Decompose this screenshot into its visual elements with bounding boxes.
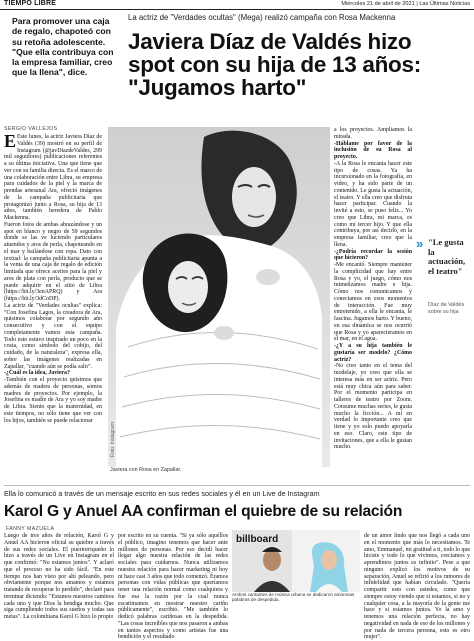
question: -Háblame por favor de la inclusión de su Rosa al proyecto. [334,140,412,160]
headline-line-2: spot con su hija de 13 años: [128,52,421,77]
pull-quote-attribution: Díaz de Valdés sobre su hija [428,302,465,315]
photo-illustration [108,127,330,467]
article2-column-1 [4,533,114,620]
paragraph [4,131,102,222]
headline-line-3: "Jugamos harto" [128,75,307,100]
paragraph: a los proyectos. Ampliamos la mirada. [334,127,412,140]
answer: -Me encantó. Siempre mantener la complicidad que hay entre Rosa y yo, el juego, cómo nos mimetizamos madre e hija. Cómo nos comunicamos y conectamos en esos momentos de interacción. Fue muy entretenido, a ella le encanta, le fascina. Jugamos harto. Y bueno, en esa dinámica se nos ocurrió que Rosa y yo aparecieramos en el mar, en el agua. [334,262,412,343]
chevron-right-icon: » [416,236,424,251]
article1-byline: SERGIO VALLEJOS [4,126,58,132]
main-photo [108,127,330,467]
question: -¿Y a su hija también le gustaría ser modelo? ¿Cómo actriz? [334,343,412,363]
question: -¿Cuál es la idea, Javiera? [4,370,70,377]
article2-kicker: Ella lo comunicó a través de un mensaje escrito en sus redes sociales y él en un Live de Instagram [4,489,320,498]
article2-column-2 [118,533,228,641]
section-divider [4,485,470,486]
paragraph: Fueron fotos de ambas abrazándose y un spot en blanco y negro de 59 segundos donde se las ve luciendo particulares atuendos y aros de perla, chapoteando en el mar y bailándose con ropa. Dato con textual: la campaña publicitaria apunta a la venta de una caja de regalo de edición limitada que ofrece aceites para la piel y aros de plata con perla, producto que se puede adquirir en el sitio de Libra (https://bit.ly/3enAPRQ) y Ara (https://bit.ly/3dCoDP). [4,221,102,302]
date-line: Miércoles 21 de abril de 2021 | Las Últimas Noticias [341,1,470,7]
article1-column-1 [4,131,102,490]
headline-line-1: Javiera Díaz de Valdés hizo [128,29,412,54]
article2-byline: FANNY MAZUELA [6,526,55,532]
answer: -A la Rosa le encanta hacer este tipo de cosas. Ya ha incursionado en la fotografía, en video, y ha sido parte de un contenido. Le gusta la actuación, el teatro. Y ella creo que disfruta hacer participar. Cuando la invité a esto, se puso feliz... Yo creo que Libra, mi marca, es como mi tercer hijo. Y que ella contribuya, por así decirlo, en la empresa familiar, creo que la llena. [334,160,412,248]
article2-photo [232,530,360,592]
photo2-illustration [232,530,360,592]
question: -¿Podría recordar la sesión que hicieron? [334,248,412,262]
answer: -No creo tanto en el tema del modelaje, yo creo que ella se interesa más en ser actriz. Pero está muy chica aún para saber. Por el momento participa en talleres de teatro por Zoom. Consume muchas series, le gusta mucho la ficción... A mí en verdad lo importante creo que tiene y yo solo puedo apoyarla en eso. Claro, este tipo de invitaciones, que a ella le gustan mucho. [334,363,412,451]
photo2-caption: Ambos cantantes de música urbana se dedicaron amorosas palabras de despedida. [232,592,355,603]
article1-headline [128,30,464,99]
section-tag: TIEMPO LIBRE [4,0,57,7]
photo2-overlay-text: billboard [236,534,279,545]
article2-headline: Karol G y Anuel AA confirman el quiebre de su relación [4,503,403,520]
paragraph-text: Este lunes, la actriz Javiera Díaz de Valdés (39) mostró en su perfil de Instagram (@javDiazdeValdes, 299 mil seguidores) publicaciones referentes a su última iniciativa. Una que tiene que ver con su familia directa. Es el marco de una colaboración entre Libra, su empresa para cuidados de la piel y la marca de prendas artesanal Ara, ofreció imágenes de la campaña publicitaria que protagonizó junto a Rosa, su hija de 13 años, también heredera de Pablo Mackenna. [4,134,102,221]
answer: -También con el proyecto quisimos que además de madres de personas, somos madres de proyectos. Por ejemplo, la Josefina es madre de Ara y yo soy madre de Libra. Siento que la maternidad, en este tiempos, no sólo tiene que ver con los hijos, también se puede relacionar [4,377,102,424]
article1-kicker: La actriz de "Verdades ocultas" (Mega) realizó campaña con Rosa Mackenna [128,13,396,22]
article2-column-4 [364,533,470,641]
article1-column-3 [334,127,412,487]
paragraph: Luego de tres años de relación, Karol G y Anuel AA hicieron oficial su quiebre a través de sus redes sociales. El puertorriqueño lo hizo a través de un Live en Instagram en el que confirmó: "No estamos juntos". Y aclaró que el proceso no ha sido fácil. "En este tiempo nos han visto por ahí peleando, pero obviamente porque nos amamos y estamos tratando de recuperar lo perdido", declaró para terminar diciendo: "Estamos nuestros caminos cada uno y que Dios la bendiga mucho. Que siga cumpliendo todos sus sueños y todas sus metas". La colombiana Karol G hizo lo propio [4,533,114,620]
paragraph: La actriz de "Verdades ocultas" explica: "Con Josefina Lagos, la creadora de Ara, quisimos colaborar por segundo año consecutivo y con el equipo completamente vamos esta campaña. Todo esto estuvo inspirado un poco en la costa, como símbolo del cobijo, del cuidado, de la naturaleza", expresa ella, sobre las imágenes realizadas en Zapallar, "cuando aún se podía salir". [4,302,102,370]
dropcap: E [4,131,17,151]
paragraph: por escrito en su cuenta. "Si ya sólo aquéllos el público, imagino tenemos que hacer ante millones de personas. Por eso decidí hacer llegar algo nuestra relación de las redes sociales para cuidarnos. Nunca utilizamos nuestra relación para hacer marketing ni hoy ni hace casi 3 años que todo comenzó. Éramos personas con vidas públicas que queríamos tener una relación normal como cualquiera y fue esa la razón por la cual nunca escatimamos en mostrar nuestro cariño públicamente", escribió. "Me también lo dedicó palabras cariñosas en la despedida. "Las cosas increíbles que nos pasaron a ambas en tantos aspectos y como artistas fue una bendición y el resultado [118,533,228,641]
paragraph: de un amor lindo que nos llegó a cada uno en el momento que más lo necesitamos. Te amo, Emmanuel, mi gratitud a ti, todo lo que hiciste y todo lo que vivimos, creciamos y aprendimos juntos es infinito". Pese a que ninguno explicó los motivos de su separación, Anuel se refirió a los rumores de infidelidad que habían circulado. "Quería compartir esto con ustedes, como que siempre estoy viendo que si estamos, si no y cualquier cosa, a la mayoría de la gente me hace y si estamos juntos. Yo la amo y tenemos una relación perfecta, no hay negatividad en nada de eso de los millones y por nada de tercera persona, esto es otro mujer". [364,533,470,641]
svg-text:Foto: Instagram: Foto: Instagram [110,421,116,457]
pull-quote: "Le gusta la actuación, el teatro" [428,237,466,276]
photo-caption: Javiera con Rosa en Zapallar. [110,467,182,473]
lead-summary: Para promover una caja de regalo, chapoteó con su retoña adolescente. "Que ella contribuya con la empresa familiar, creo que la llena", dice. [12,16,114,78]
